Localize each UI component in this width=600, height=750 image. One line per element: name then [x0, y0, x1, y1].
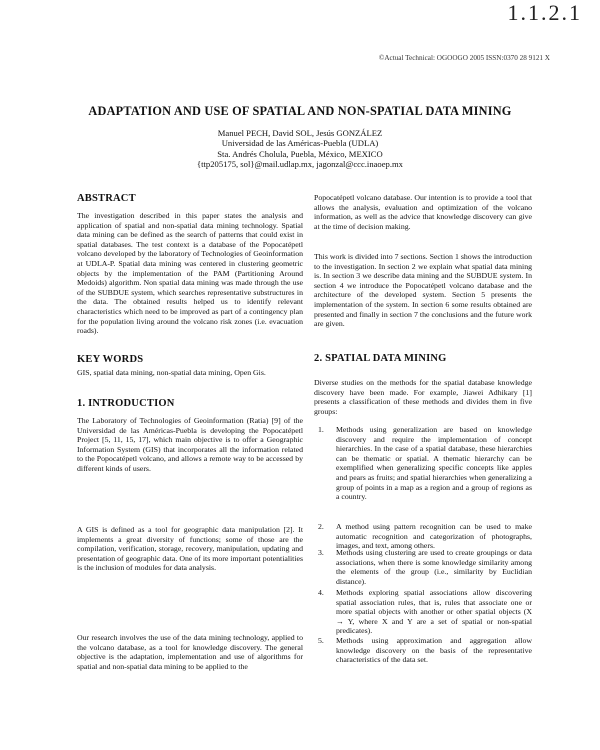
introduction-paragraph-2: A GIS is defined as a tool for geographic data manipulation [2]. It implements a great diversity of functions; some of those are the compilation, verification, storage, recovery, manipulation, updating and presentation of geographic data. One of its more important potentialities is the inclusion of modules for data analysis.	[77, 525, 303, 573]
author-names: Manuel PECH, David SOL, Jesús GONZÁLEZ	[217, 128, 383, 138]
list-text: Methods using approximation and aggregation allow knowledge discovery on the basis of the representative characteristics of the data set.	[336, 636, 532, 665]
list-item	[318, 636, 532, 665]
spatial-heading: 2. SPATIAL DATA MINING	[314, 353, 447, 364]
author-address: Sta. Andrés Cholula, Puebla, México, MEXICO	[217, 148, 383, 159]
introduction-heading: 1. INTRODUCTION	[77, 398, 175, 409]
list-number: 2.	[318, 522, 324, 531]
spatial-paragraph-1: Diverse studies on the methods for the spatial database knowledge discovery have been made. For example, Jiawei Adhikary [1] presents a classification of these methods and divides them in five groups:	[314, 378, 532, 416]
paper-title: ADAPTATION AND USE OF SPATIAL AND NON-SPATIAL DATA MINING	[88, 104, 512, 118]
abstract-text: The investigation described in this paper states the analysis and application of spatial and non-spatial data mining technology. Spatial data mining can be defined as the search of patterns that could exist in spatial databases. The test context is a database of the Popocatépetl volcano developed by the laboratory of Technologies of Geoinformation at UDLA-P. Spatial data mining was centered in clustering geometric objects by the implementation of the PAM (Partitioning Around Medoids) algorithm. Non spatial data mining was made through the use of the SUBDUE system, which searches representative substructures in the data. The obtained results helped us to identify relevant characteristics which need to be improved as part of a contingency plan for the population living around the volcano risk zones (i.e. evacuation roads).	[77, 211, 303, 336]
list-item	[318, 522, 532, 551]
keywords-heading: KEY WORDS	[77, 354, 144, 365]
list-number: 5.	[318, 636, 324, 645]
list-item	[318, 588, 532, 636]
list-number: 3.	[318, 548, 324, 557]
keywords-text: GIS, spatial data mining, non-spatial data mining, Open Gis.	[77, 368, 266, 377]
corner-annotation: 1.1.2.1	[507, 0, 582, 25]
right-intro-paragraph-2: This work is divided into 7 sections. Section 1 shows the introduction to the investigation. In section 2 we explain what spatial data mining is. In section 3 we describe data mining and the SUBDUE system. In section 4 we introduce the Popocatépetl volcano database and the architecture of the developed system. Section 5 presents the implementation of the system. In section 6 some results obtained are presented and finally in section 7 the conclusions and the future work are given.	[314, 252, 532, 329]
right-intro-paragraph-1: Popocatépetl volcano database. Our intention is to provide a tool that allows the analysis, evaluation and optimization of the volcano information, as well as the advice that knowledge discovery can give at the time of decision making.	[314, 193, 532, 231]
list-number: 1.	[318, 425, 324, 434]
list-item	[318, 548, 532, 586]
journal-header-note: ©Actual Technical: OGOOGO 2005 ISSN:0370 28 9121 X	[378, 54, 550, 62]
list-text: A method using pattern recognition can be used to make automatic recognition and categorization of photographs, images, and text, among others.	[336, 522, 532, 551]
list-text: Methods using generalization are based on knowledge discovery and require the implementation of concept hierarchies. In the case of a spatial database, these hierarchies can be thematic or spatial. A thematic hierarchy can be exemplified when generalizing specific concepts like apples and pears as fruits; and spatial hierarchies when generalizing a group of points in a map as a region and a group of regions as a country.	[336, 425, 532, 502]
author-block	[100, 128, 500, 170]
list-text: Methods using clustering are used to create groupings or data associations, when there is some knowledge similarity among the elements of the group (i.e., similarity by Euclidian distance).	[336, 548, 532, 586]
list-item	[318, 425, 532, 502]
list-text: Methods exploring spatial associations allow discovering spatial association rules, that is, rules that associate one or more spatial objects with another or other spatial objects (X → Y, where X and Y are a set of spatial or non-spatial predicates).	[336, 588, 532, 636]
author-affiliation: Universidad de las Américas-Puebla (UDLA)	[221, 138, 379, 149]
introduction-paragraph-1: The Laboratory of Technologies of Geoinformation (Ratia) [9] of the Universidad de las Américas-Puebla is developing the Popocatépetl Project [5, 11, 15, 17], which main objective is to offer a Geographic Information System (GIS) that incorporates all the information related to the Popocatépetl volcano, and allows a remote way to be accessed by different kinds of users.	[77, 416, 303, 473]
introduction-paragraph-3: Our research involves the use of the data mining technology, applied to the volcano database, as a tool for knowledge discovery. The general objective is the adaptation, implementation and use of algorithms for spatial and non-spatial data mining to be applied to the	[77, 633, 303, 671]
abstract-heading: ABSTRACT	[77, 193, 136, 204]
author-emails: {ttp205175, sol}@mail.udlap.mx, jagonzal@ccc.inaoep.mx	[197, 159, 403, 170]
list-number: 4.	[318, 588, 324, 597]
